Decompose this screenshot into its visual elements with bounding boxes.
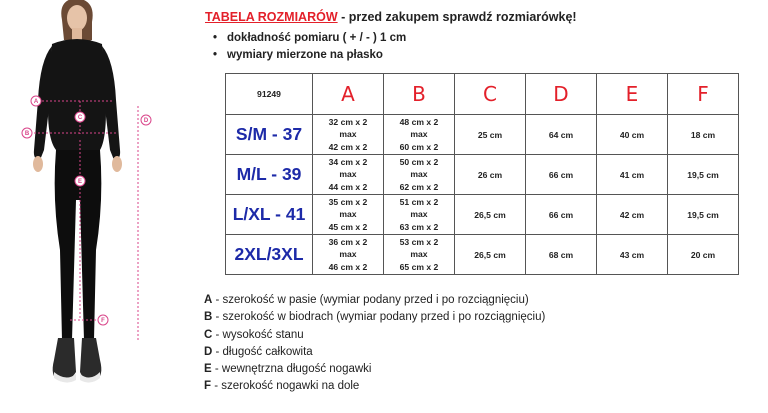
legend-letter: B [204, 311, 213, 324]
column-header-c: C [455, 74, 526, 115]
cell-c: 26,5 cm [455, 195, 526, 235]
marker-a: A [33, 99, 39, 105]
cell-d: 64 cm [526, 115, 597, 155]
legend-text: - wysokość stanu [212, 328, 304, 341]
column-header-d: D [526, 74, 597, 115]
cell-b-max-label: max [410, 209, 428, 220]
cell-b-max: 62 cm x 2 [399, 181, 439, 192]
cell-b-max-label: max [410, 169, 428, 180]
legend-item [204, 309, 545, 326]
product-code: 91249 [226, 74, 313, 115]
table-row [226, 235, 739, 275]
cell-f: 18 cm [668, 115, 739, 155]
cell-a-min: 36 cm x 2 [328, 236, 368, 247]
size-label: S/M - 37 [226, 115, 313, 155]
cell-b-min: 48 cm x 2 [399, 116, 439, 127]
cell-c: 26,5 cm [455, 235, 526, 275]
legend-item [204, 327, 545, 344]
marker-d: D [143, 118, 149, 124]
column-header-f: F [668, 74, 739, 115]
cell-a-max-label: max [339, 209, 357, 220]
model-figure [0, 0, 190, 413]
marker-b: B [24, 131, 30, 137]
column-header-a: A [313, 74, 384, 115]
cell-b [384, 115, 455, 155]
cell-c: 25 cm [455, 115, 526, 155]
legend-letter: F [204, 380, 212, 393]
cell-d: 68 cm [526, 235, 597, 275]
measurement-legend [204, 292, 545, 396]
cell-b [384, 235, 455, 275]
table-header-row [226, 74, 739, 115]
note-flat-measure: • wymiary mierzone na płasko [213, 47, 406, 64]
cell-b-max: 63 cm x 2 [399, 221, 439, 232]
cell-a-max-label: max [339, 249, 357, 260]
cell-a-max: 44 cm x 2 [328, 181, 368, 192]
legend-text: - wewnętrzna długość nogawki [211, 363, 372, 376]
column-header-e: E [597, 74, 668, 115]
cell-b-min: 51 cm x 2 [399, 196, 439, 207]
note-accuracy: • dokładność pomiaru ( + / - ) 1 cm [213, 30, 406, 47]
table-row [226, 115, 739, 155]
cell-a [313, 115, 384, 155]
marker-c: C [77, 115, 83, 121]
legend-letter: D [204, 345, 213, 358]
legend-text: - szerokość nogawki na dole [211, 380, 360, 393]
size-table [225, 73, 739, 275]
cell-e: 40 cm [597, 115, 668, 155]
cell-f: 19,5 cm [668, 155, 739, 195]
cell-a [313, 195, 384, 235]
table-row [226, 155, 739, 195]
cell-f: 20 cm [668, 235, 739, 275]
legend-text: - długość całkowita [212, 345, 313, 358]
cell-a-min: 32 cm x 2 [328, 116, 368, 127]
cell-b-max: 60 cm x 2 [399, 141, 439, 152]
size-chart-header [205, 10, 577, 24]
cell-a-max: 45 cm x 2 [328, 221, 368, 232]
legend-letter: A [204, 294, 213, 306]
cell-a-max: 42 cm x 2 [328, 141, 368, 152]
cell-a [313, 235, 384, 275]
cell-d: 66 cm [526, 155, 597, 195]
legend-item [204, 378, 545, 395]
size-chart-subtitle: - przed zakupem sprawdź rozmiarówkę! [337, 10, 577, 24]
legend-item [204, 344, 545, 361]
cell-a-min: 34 cm x 2 [328, 156, 368, 167]
marker-f: F [101, 318, 105, 324]
cell-e: 42 cm [597, 195, 668, 235]
cell-d: 66 cm [526, 195, 597, 235]
cell-b [384, 155, 455, 195]
cell-e: 43 cm [597, 235, 668, 275]
cell-a [313, 155, 384, 195]
cell-b-max-label: max [410, 249, 428, 260]
legend-item [204, 292, 545, 309]
cell-b-max-label: max [410, 129, 428, 140]
cell-e: 41 cm [597, 155, 668, 195]
cell-a-max: 46 cm x 2 [328, 261, 368, 272]
cell-c: 26 cm [455, 155, 526, 195]
cell-a-min: 35 cm x 2 [328, 196, 368, 207]
legend-letter: C [204, 328, 213, 341]
legend-text: - szerokość w pasie (wymiar podany przed i po rozciągnięciu) [212, 294, 529, 306]
legend-item [204, 361, 545, 378]
cell-a-max-label: max [339, 169, 357, 180]
size-label: M/L - 39 [226, 155, 313, 195]
size-chart-title: TABELA ROZMIARÓW [205, 10, 338, 24]
cell-a-max-label: max [339, 129, 357, 140]
cell-b-min: 53 cm x 2 [399, 236, 439, 247]
legend-letter: E [204, 363, 212, 376]
size-label: 2XL/3XL [226, 235, 313, 275]
column-header-b: B [384, 74, 455, 115]
cell-b-max: 65 cm x 2 [399, 261, 439, 272]
size-label: L/XL - 41 [226, 195, 313, 235]
notes-list [213, 30, 406, 64]
legend-text: - szerokość w biodrach (wymiar podany przed i po rozciągnięciu) [212, 311, 546, 324]
marker-e: E [77, 179, 83, 185]
cell-b-min: 50 cm x 2 [399, 156, 439, 167]
cell-b [384, 195, 455, 235]
cell-f: 19,5 cm [668, 195, 739, 235]
table-row [226, 195, 739, 235]
